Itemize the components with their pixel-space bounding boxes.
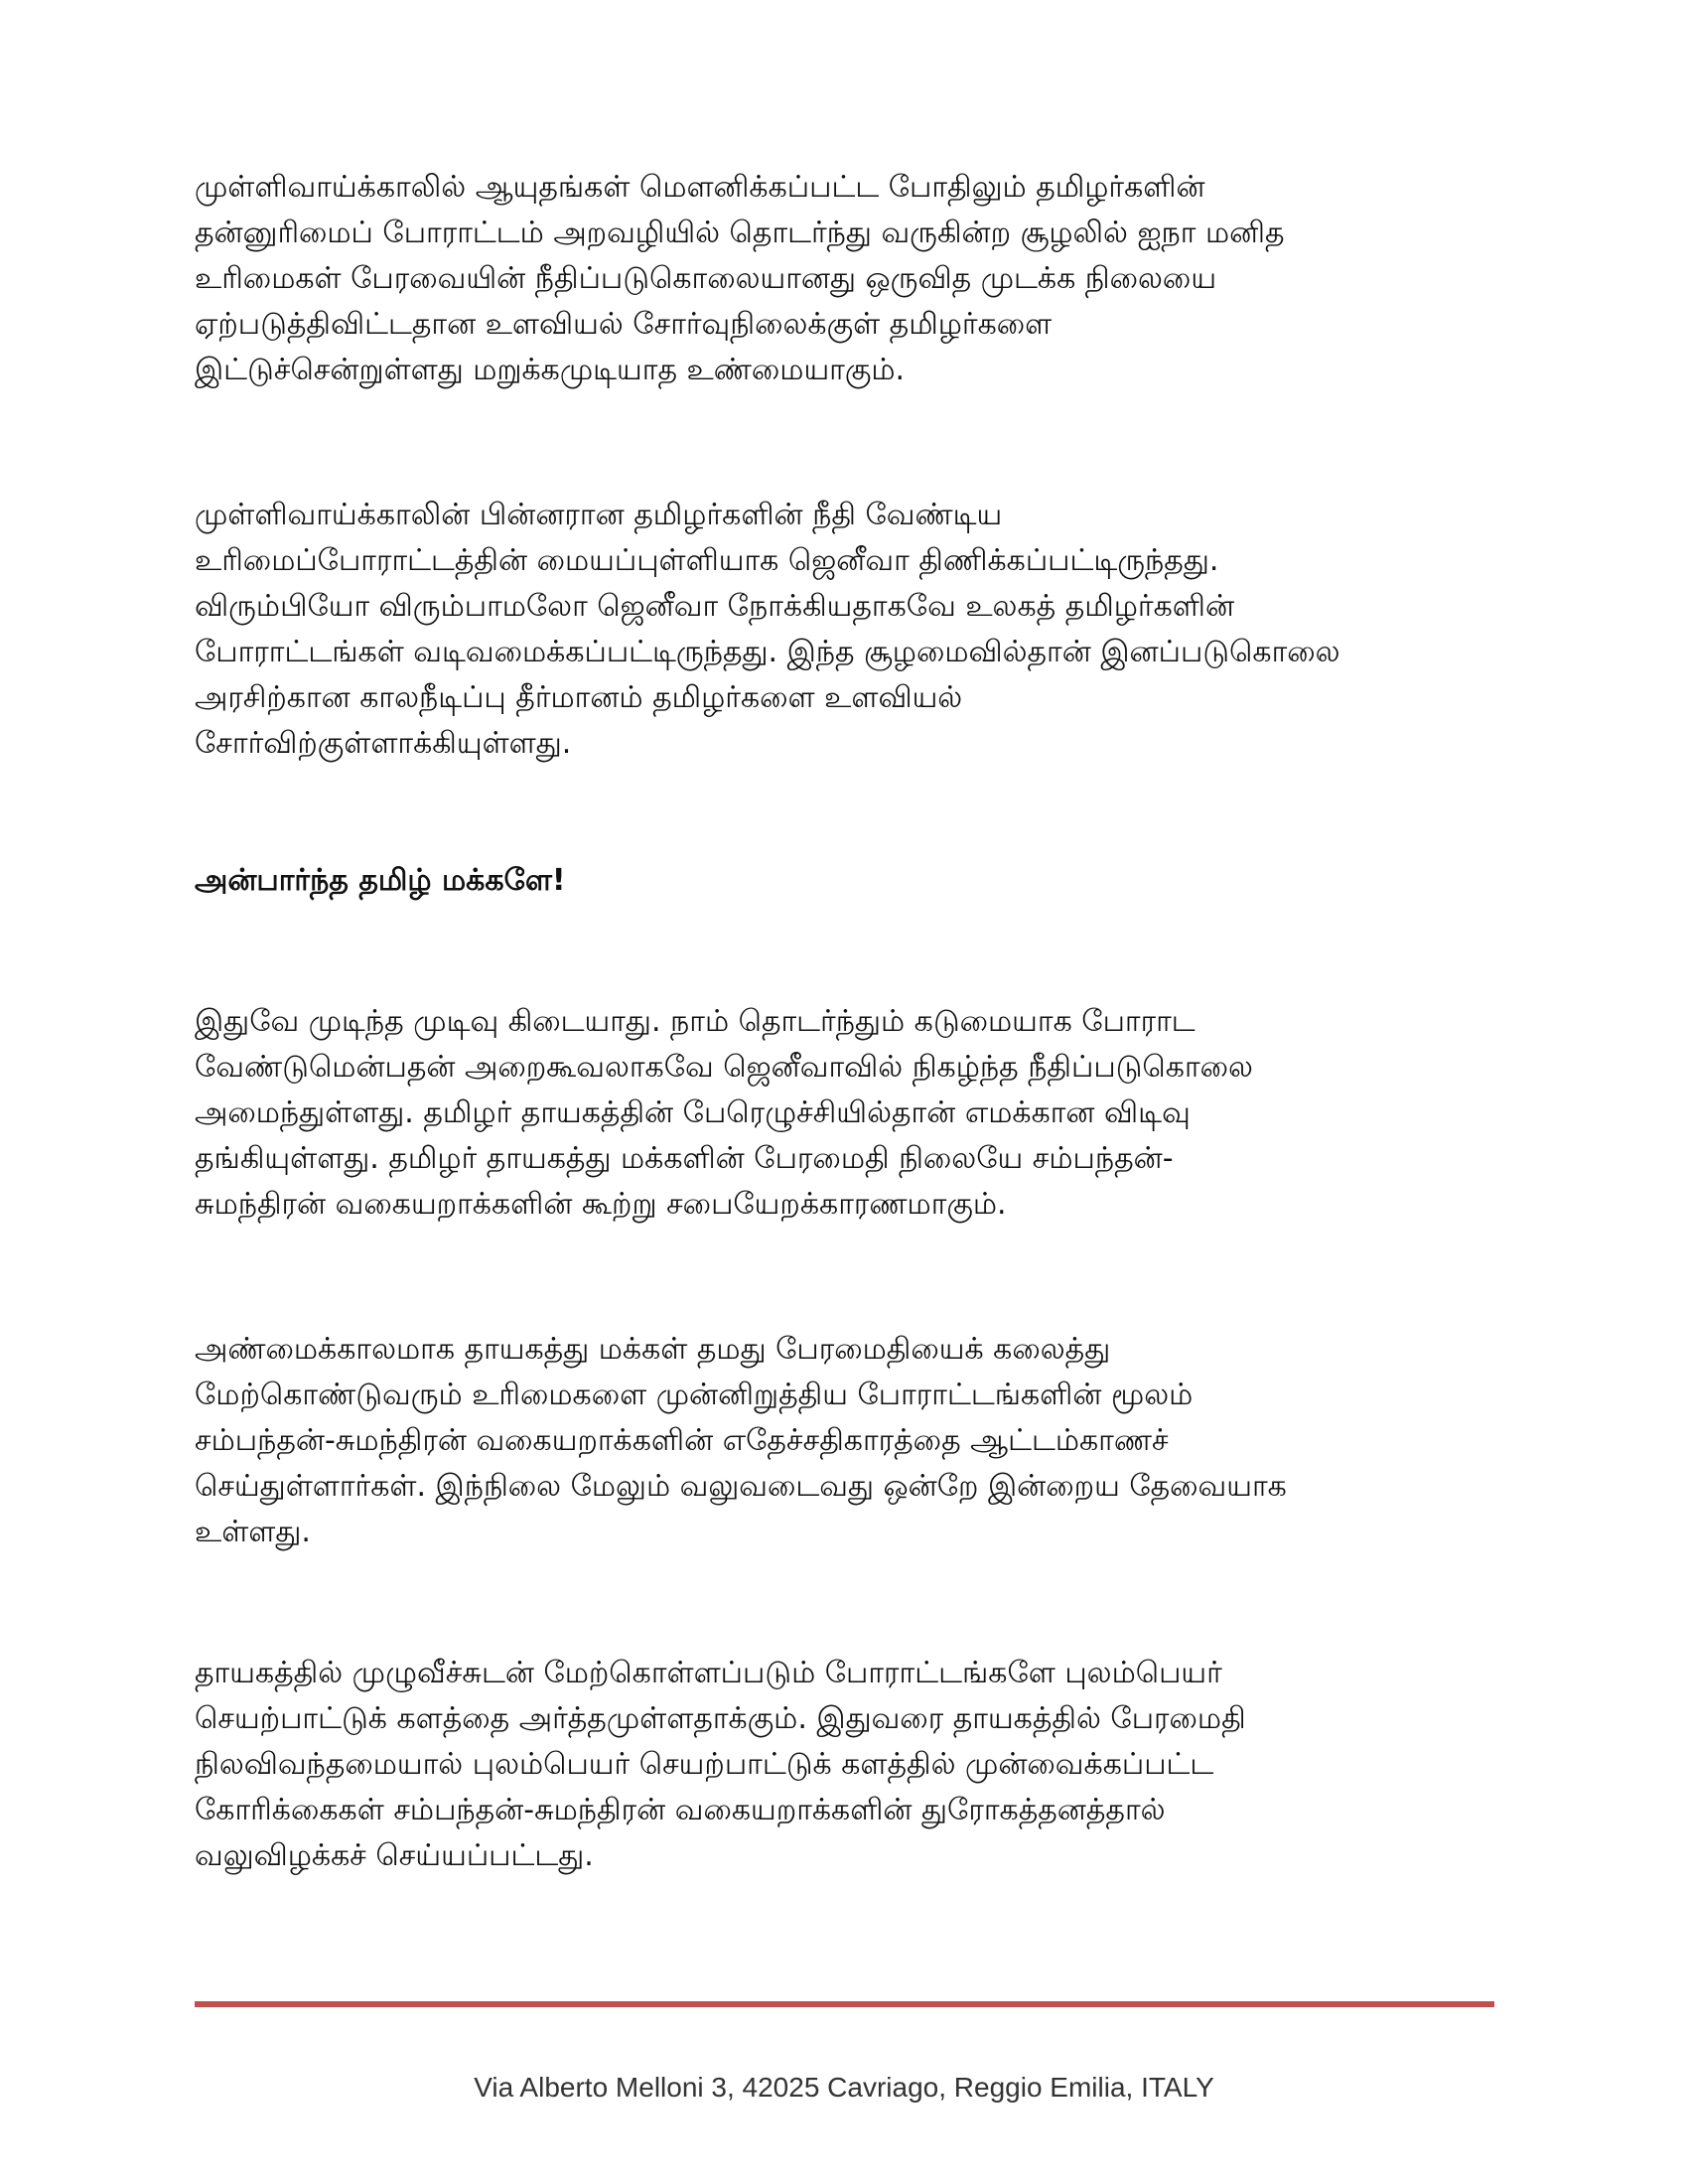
paragraph-line: தன்னுரிமைப் போராட்டம் அறவழியில் தொடர்ந்து வருகின்ற சூழலில் ஐநா மனித [195, 216, 1285, 250]
paragraph-line: அரசிற்கான காலநீடிப்பு தீர்மானம் தமிழர்களை உளவியல் [195, 680, 963, 715]
paragraph-line: உள்ளது. [195, 1515, 311, 1549]
paragraph-line: செயற்பாட்டுக் களத்தை அர்த்தமுள்ளதாக்கும். இதுவரை தாயகத்தில் பேரமைதி [195, 1701, 1246, 1736]
paragraph-line: ஏற்படுத்திவிட்டதான உளவியல் சோர்வுநிலைக்குள் தமிழர்களை [195, 307, 1053, 342]
paragraph-line: வலுவிழக்கச் செய்யப்பட்டது. [195, 1838, 594, 1873]
paragraph-line: தங்கியுள்ளது. தமிழர் தாயகத்து மக்களின் பேரமைதி நிலையே சம்பந்தன்- [195, 1141, 1174, 1176]
paragraph-line: மேற்கொண்டுவரும் உரிமைகளை முன்னிறுத்திய போராட்டங்களின் மூலம் [195, 1378, 1194, 1412]
paragraph-line: விரும்பியோ விரும்பாமலோ ஜெனீவா நோக்கியதாகவே உலகத் தமிழர்களின் [195, 589, 1235, 624]
paragraph-5 [195, 1651, 1246, 1879]
paragraph-3 [195, 999, 1253, 1228]
paragraph-line: தாயகத்தில் முழுவீச்சுடன் மேற்கொள்ளப்படும் போராட்டங்களே புலம்பெயர் [195, 1656, 1222, 1690]
footer-divider [195, 2001, 1494, 2007]
paragraph-line: முள்ளிவாய்க்காலில் ஆயுதங்கள் மௌனிக்கப்பட்ட போதிலும் தமிழர்களின் [195, 170, 1205, 205]
paragraph-line: இட்டுச்சென்றுள்ளது மறுக்கமுடியாத உண்மையாகும். [195, 353, 906, 387]
paragraph-2 [195, 493, 1340, 767]
paragraph-line: வேண்டுமென்பதன் அறைகூவலாகவே ஜெனீவாவில் நிகழ்ந்த நீதிப்படுகொலை [195, 1050, 1253, 1085]
paragraph-line: அண்மைக்காலமாக தாயகத்து மக்கள் தமது பேரமைதியைக் கலைத்து [195, 1332, 1111, 1367]
paragraph-line: சோர்விற்குள்ளாக்கியுள்ளது. [195, 726, 572, 761]
paragraph-line: அமைந்துள்ளது. தமிழர் தாயகத்தின் பேரெழுச்சியில்தான் எமக்கான விடிவு [195, 1095, 1191, 1130]
paragraph-line: உரிமைப்போராட்டத்தின் மையப்புள்ளியாக ஜெனீவா திணிக்கப்பட்டிருந்தது. [195, 543, 1219, 578]
paragraph-line: கோரிக்கைகள் சம்பந்தன்-சுமந்திரன் வகையறாக்களின் துரோகத்தனத்தால் [195, 1793, 1166, 1827]
footer-address: Via Alberto Melloni 3, 42025 Cavriago, Reggio Emilia, ITALY [474, 2072, 1214, 2103]
paragraph-line: போராட்டங்கள் வடிவமைக்கப்பட்டிருந்தது. இந்த சூழமைவில்தான் இனப்படுகொலை [195, 635, 1340, 669]
salutation-heading: அன்பார்ந்த தமிழ் மக்களே! [195, 863, 566, 898]
paragraph-line: இதுவே முடிந்த முடிவு கிடையாது. நாம் தொடர்ந்தும் கடுமையாக போராட [195, 1004, 1196, 1039]
paragraph-line: சுமந்திரன் வகையறாக்களின் கூற்று சபையேறக்காரணமாகும். [195, 1187, 1007, 1222]
paragraph-line: செய்துள்ளார்கள். இந்நிலை மேலும் வலுவடைவது ஒன்றே இன்றைய தேவையாக [195, 1469, 1287, 1504]
paragraph-1 [195, 165, 1285, 393]
paragraph-line: சம்பந்தன்-சுமந்திரன் வகையறாக்களின் எதேச்சதிகாரத்தை ஆட்டம்காணச் [195, 1423, 1169, 1458]
paragraph-line: உரிமைகள் பேரவையின் நீதிப்படுகொலையானது ஒருவித முடக்க நிலையை [195, 261, 1217, 296]
paragraph-line: முள்ளிவாய்க்காலின் பின்னரான தமிழர்களின் நீதி வேண்டிய [195, 498, 1003, 532]
paragraph-4 [195, 1327, 1287, 1555]
paragraph-line: நிலவிவந்தமையால் புலம்பெயர் செயற்பாட்டுக் களத்தில் முன்வைக்கப்பட்ட [195, 1747, 1214, 1782]
